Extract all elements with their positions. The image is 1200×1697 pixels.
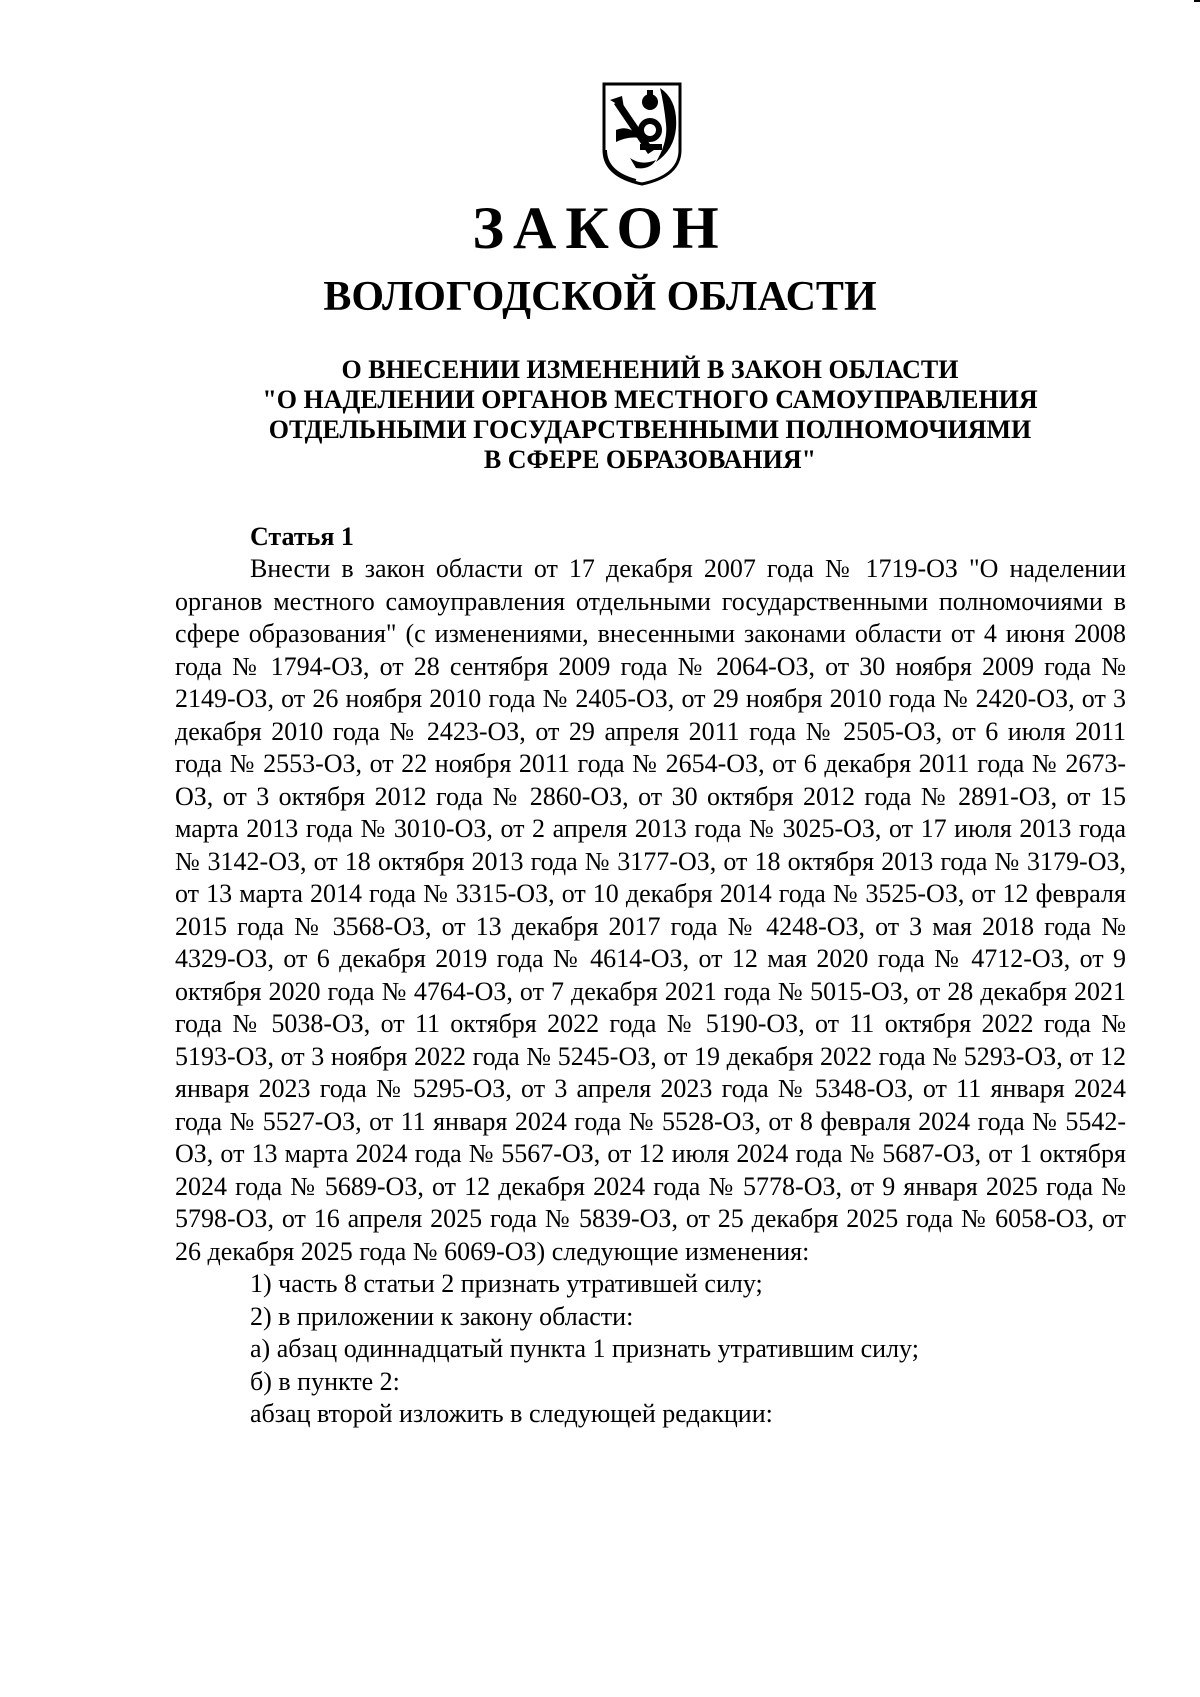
document-title: ЗАКОН: [472, 195, 728, 261]
article-body: [175, 553, 1126, 1431]
article-item: а) абзац одиннадцатый пункта 1 признать утратившим силу;: [250, 1334, 919, 1363]
subtitle-line: ОТДЕЛЬНЫМИ ГОСУДАРСТВЕННЫМИ ПОЛНОМОЧИЯМИ: [268, 415, 1032, 444]
region-title: ВОЛОГОДСКОЙ ОБЛАСТИ: [323, 274, 877, 320]
law-subtitle: [170, 355, 1130, 475]
article-item: 1) часть 8 статьи 2 признать утратившей силу;: [250, 1269, 763, 1298]
article-item: б) в пункте 2:: [250, 1366, 400, 1396]
scan-mark: [1194, 0, 1200, 2]
subtitle-line: "О НАДЕЛЕНИИ ОРГАНОВ МЕСТНОГО САМОУПРАВЛЕНИЯ: [262, 385, 1038, 414]
subtitle-line: В СФЕРЕ ОБРАЗОВАНИЯ": [483, 445, 817, 474]
article-item: 2) в приложении к закону области:: [250, 1301, 634, 1331]
article-lead-paragraph: Внести в закон области от 17 декабря 2007 года № 1719-ОЗ "О наделении органов местного самоуправления отдельными государственными полномочиями в сфере образования" (с изменениями, внесенными законами области от 4 июня 2008 года № 1794-ОЗ, от 28 сентября 2009 года № 2064-ОЗ, от 30 ноября 2009 года № 2149-ОЗ, от 26 ноября 2010 года № 2405-ОЗ, от 29 ноября 2010 года № 2420-ОЗ, от 3 декабря 2010 года № 2423-ОЗ, от 29 апреля 2011 года № 2505-ОЗ, от 6 июля 2011 года № 2553-ОЗ, от 22 ноября 2011 года № 2654-ОЗ, от 6 декабря 2011 года № 2673-ОЗ, от 3 октября 2012 года № 2860-ОЗ, от 30 октября 2012 года № 2891-ОЗ, от 15 марта 2013 года № 3010-ОЗ, от 2 апреля 2013 года № 3025-ОЗ, от 17 июля 2013 года № 3142-ОЗ, от 18 октября 2013 года № 3177-ОЗ, от 18 октября 2013 года № 3179-ОЗ, от 13 марта 2014 года № 3315-ОЗ, от 10 декабря 2014 года № 3525-ОЗ, от 12 февраля 2015 года № 3568-ОЗ, от 13 декабря 2017 года № 4248-ОЗ, от 3 мая 2018 года № 4329-ОЗ, от 6 декабря 2019 года № 4614-ОЗ, от 12 мая 2020 года № 4712-ОЗ, от 9 октября 2020 года № 4764-ОЗ, от 7 декабря 2021 года № 5015-ОЗ, от 28 декабря 2021 года № 5038-ОЗ, от 11 октября 2022 года № 5190-ОЗ, от 11 октября 2022 года № 5193-ОЗ, от 3 ноября 2022 года № 5245-ОЗ, от 19 декабря 2022 года № 5293-ОЗ, от 12 января 2023 года № 5295-ОЗ, от 3 апреля 2023 года № 5348-ОЗ, от 11 января 2024 года № 5527-ОЗ, от 11 января 2024 года № 5528-ОЗ, от 8 февраля 2024 года № 5542-ОЗ, от 13 марта 2024 года № 5567-ОЗ, от 12 июля 2024 года № 5687-ОЗ, от 1 октября 2024 года № 5689-ОЗ, от 12 декабря 2024 года № 5778-ОЗ, от 9 января 2025 года № 5798-ОЗ, от 16 апреля 2025 года № 5839-ОЗ, от 25 декабря 2025 года № 6058-ОЗ, от 26 декабря 2025 года № 6069-ОЗ) следующие изменения:: [175, 554, 1126, 1266]
subtitle-line: О ВНЕСЕНИИ ИЗМЕНЕНИЙ В ЗАКОН ОБЛАСТИ: [341, 355, 959, 384]
article-item: абзац второй изложить в следующей редакции:: [250, 1399, 773, 1428]
article-heading: Статья 1: [250, 522, 354, 551]
coat-of-arms-icon: [600, 80, 684, 188]
